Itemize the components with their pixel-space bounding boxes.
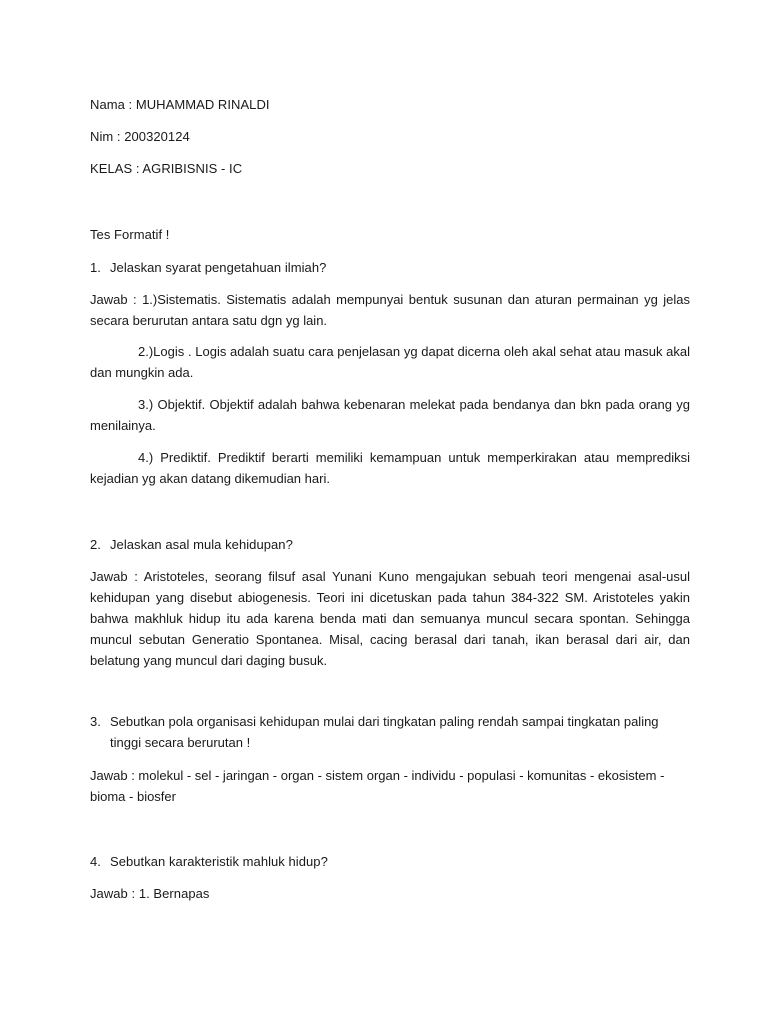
question-text: Sebutkan pola organisasi kehidupan mulai dari tingkatan paling rendah sampai tingkatan paling tinggi secara berurutan !	[110, 714, 659, 750]
question-number: 4.	[90, 854, 101, 869]
student-nim: Nim : 200320124	[90, 129, 190, 144]
student-name: Nama : MUHAMMAD RINALDI	[90, 97, 270, 112]
question-2	[90, 534, 293, 555]
answer-1-point-4: 4.) Prediktif. Prediktif berarti memiliki kemampuan untuk memperkirakan atau memprediksi kejadian yg akan datang dikemudian hari.	[90, 450, 690, 486]
answer-2: Jawab : Aristoteles, seorang filsuf asal Yunani Kuno mengajukan sebuah teori mengenai asal-usul kehidupan yang disebut abiogenesis. Teori ini dicetuskan pada tahun 384-322 SM. Aristoteles yakin bahwa makhluk hidup itu ada karena benda mati dan semuanya muncul secara spontan. Sehingga muncul sebutan Generatio Spontanea. Misal, cacing berasal dari tanah, ikan berasal dari air, dan belatung yang muncul dari daging busuk.	[90, 569, 690, 668]
answer-4: Jawab : 1. Bernapas	[90, 886, 210, 901]
question-number: 3.	[90, 714, 101, 729]
question-number: 2.	[90, 537, 101, 552]
question-text: Sebutkan karakteristik mahluk hidup?	[110, 854, 328, 869]
question-number: 1.	[90, 260, 101, 275]
answer-1-point-2: 2.)Logis . Logis adalah suatu cara penjelasan yg dapat dicerna oleh akal sehat atau masuk akal dan mungkin ada.	[90, 344, 690, 380]
question-3	[90, 711, 690, 753]
question-1	[90, 257, 326, 278]
answer-1-point-3: 3.) Objektif. Objektif adalah bahwa kebenaran melekat pada bendanya dan bkn pada orang yg menilainya.	[90, 397, 690, 433]
question-4	[90, 851, 328, 872]
question-text: Jelaskan syarat pengetahuan ilmiah?	[110, 260, 327, 275]
answer-1-point-1: Jawab : 1.)Sistematis. Sistematis adalah mempunyai bentuk susunan dan aturan permainan yg jelas secara berurutan antara satu dgn yg lain.	[90, 292, 690, 328]
answer-3: Jawab : molekul - sel - jaringan - organ - sistem organ - individu - populasi - komunitas - ekosistem - bioma - biosfer	[90, 768, 665, 804]
student-class: KELAS : AGRIBISNIS - IC	[90, 161, 243, 176]
question-text: Jelaskan asal mula kehidupan?	[110, 537, 293, 552]
document-title: Tes Formatif !	[90, 227, 170, 242]
